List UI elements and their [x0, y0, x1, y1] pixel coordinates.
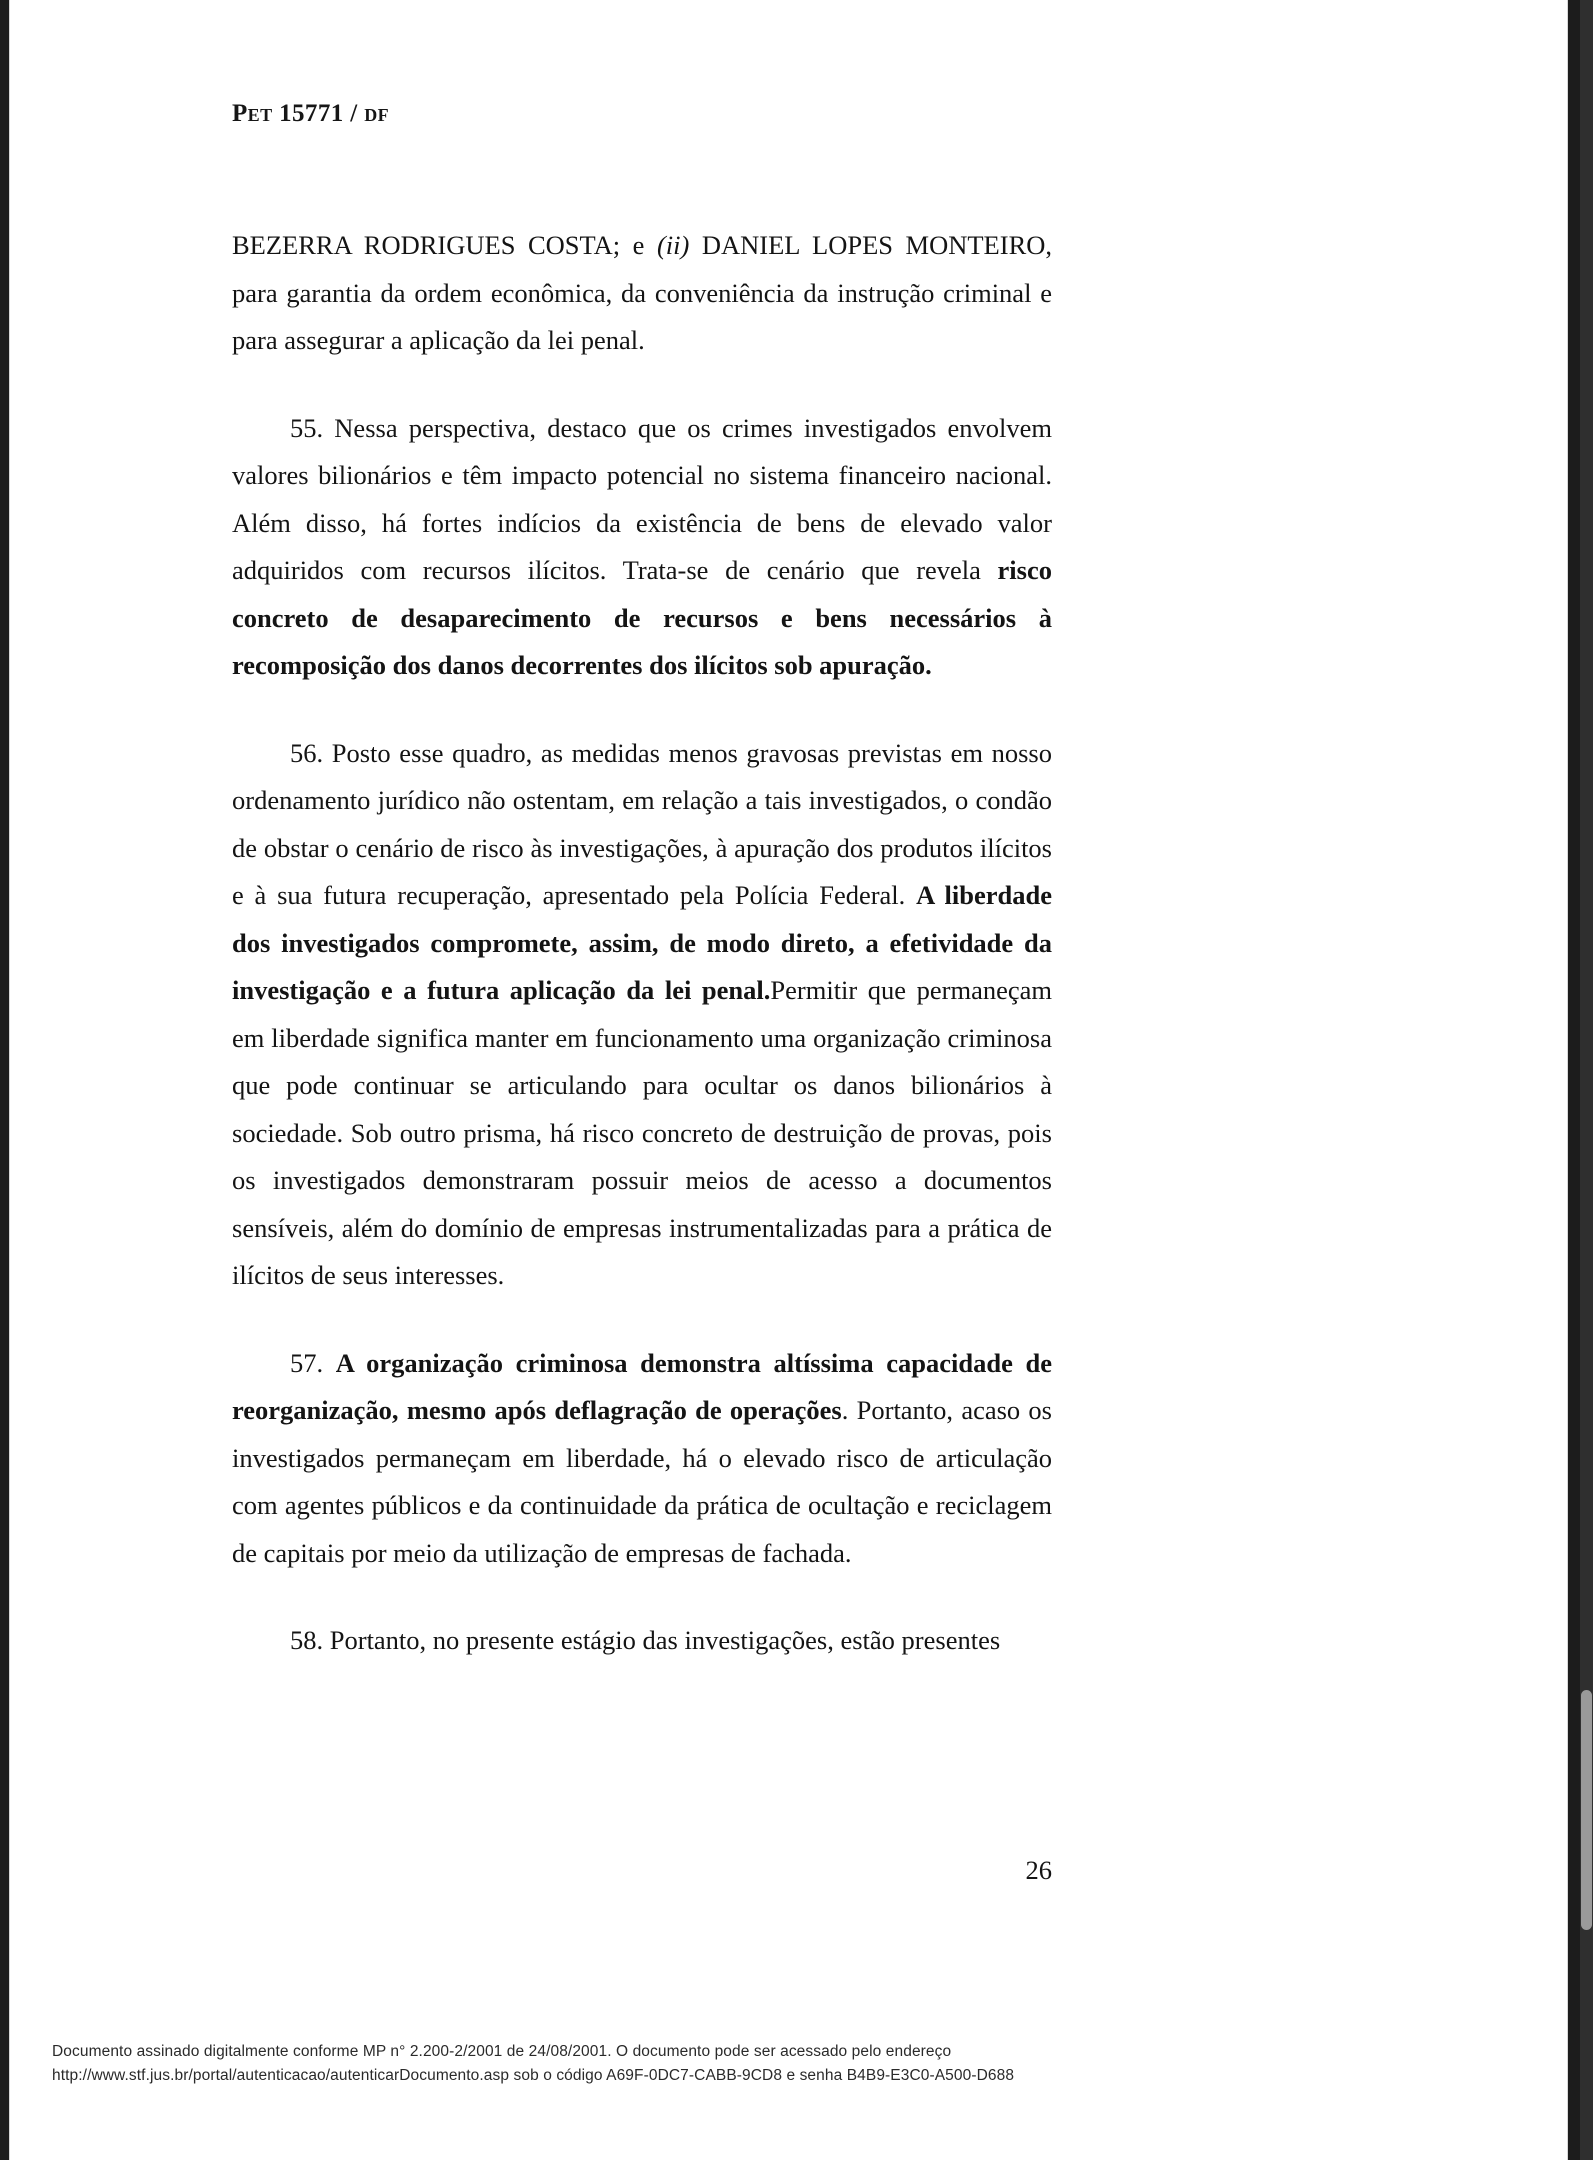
emphasis-bold: A liberdade dos investigados compromete, assim, de modo direto, a efetividade da investigação e a futura aplicação da lei penal. [232, 880, 1053, 1005]
para-56: 56. Posto esse quadro, as medidas menos gravosas previstas em nosso ordenamento jurídico não ostentam, em relação a tais investigados, o condão de obstar o cenário de risco às investigações, à apuração dos produtos ilícitos e à sua futura recuperação, apresentado pela Polícia Federal. A liberdade dos investigados compromete, assim, de modo direto, a efetividade da investigação e a futura aplicação da lei penal.Permitir que permaneçam em liberdade significa manter em funcionamento uma organização criminosa que pode continuar se articulando para ocultar os danos bilionários à sociedade. Sob outro prisma, há risco concreto de destruição de provas, pois os investigados demonstraram possuir meios de acesso a documentos sensíveis, além do domínio de empresas instrumentalizadas para a prática de ilícitos de seus interesses. [232, 737, 1053, 1290]
emphasis-bold: A organização criminosa demonstra altíssima capacidade de reorganização, mesmo após deflagração de operações [232, 1347, 1053, 1425]
emphasis-italic: (ii) [656, 230, 690, 260]
para-57: 57. A organização criminosa demonstra altíssima capacidade de reorganização, mesmo após deflagração de operações. Portanto, acaso os investigados permaneçam em liberdade, há o elevado risco de articulação com agentes públicos e da continuidade da prática de ocultação e reciclagem de capitais por meio da utilização de empresas de fachada. [232, 1347, 1053, 1568]
para-58: 58. Portanto, no presente estágio das investigações, estão presentes [290, 1625, 1001, 1655]
page-header-initial: P [232, 100, 248, 127]
document-body [232, 222, 1052, 1665]
para-continuation: BEZERRA RODRIGUES COSTA; e (ii) DANIEL LOPES MONTEIRO, para garantia da ordem econômica, da conveniência da instrução criminal e para assegurar a aplicação da lei penal. [232, 230, 1053, 355]
viewer-left-edge [0, 0, 10, 2160]
page-number: 26 [1025, 1855, 1052, 1885]
para-55: 55. Nessa perspectiva, destaco que os crimes investigados envolvem valores bilionários e têm impacto potencial no sistema financeiro nacional. Além disso, há fortes indícios da existência de bens de elevado valor adquiridos com recursos ilícitos. Trata-se de cenário que revela risco concreto de desaparecimento de recursos e bens necessários à recomposição dos danos decorrentes dos ilícitos sob apuração. [232, 412, 1052, 680]
digital-signature-footer [52, 2040, 1522, 2088]
emphasis-bold: risco concreto de desaparecimento de recursos e bens necessários à recomposição dos danos decorrentes dos ilícitos sob apuração. [232, 555, 1052, 680]
signature-line-2: http://www.stf.jus.br/portal/autenticacao/autenticarDocumento.asp sob o código A69F-0DC7-CABB-9CD8 e senha B4B9-E3C0-A500-D688 [52, 2067, 1015, 2084]
document-page [10, 0, 1567, 2160]
page-header [232, 100, 389, 128]
vertical-scrollbar-thumb[interactable] [1581, 1690, 1592, 1930]
vertical-scrollbar-track[interactable] [1580, 0, 1593, 2160]
signature-line-1: Documento assinado digitalmente conforme MP n° 2.200-2/2001 de 24/08/2001. O documento pode ser acessado pelo endereço [52, 2043, 952, 2060]
page-header-rest: et 15771 / df [247, 100, 390, 127]
